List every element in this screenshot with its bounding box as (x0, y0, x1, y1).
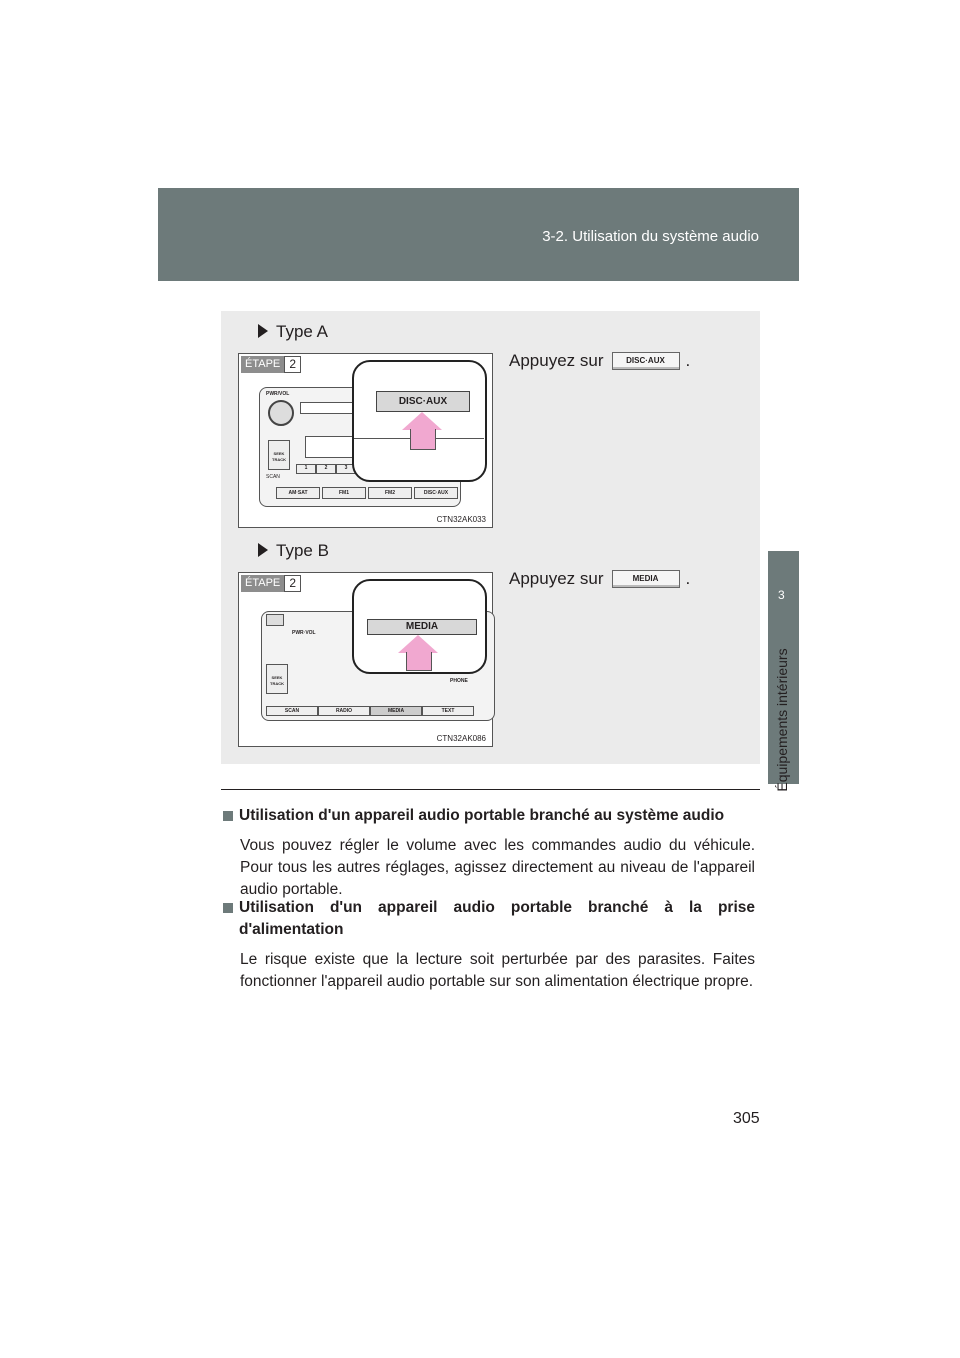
type-a-figure (238, 353, 493, 528)
triangle-bullet-icon (258, 324, 268, 338)
section-heading: Utilisation d'un appareil audio portable branché au système audio (223, 805, 755, 827)
callout-zoom-b (352, 579, 487, 674)
figure-code: CTN32AK033 (436, 515, 486, 524)
step-badge: ÉTAPE 2 (241, 356, 301, 373)
step-badge: ÉTAPE 2 (241, 575, 301, 592)
type-b-heading: Type B (258, 541, 329, 561)
instruction-panel (221, 311, 760, 764)
chapter-label: Équipements intérieurs (774, 648, 790, 792)
section-2 (223, 897, 755, 993)
triangle-bullet-icon (258, 543, 268, 557)
press-arrow-icon (402, 412, 442, 430)
type-a-heading: Type A (258, 322, 328, 342)
press-arrow-icon (398, 635, 438, 653)
section-body: Le risque existe que la lecture soit perturbée par des parasites. Faites fonctionner l'appareil audio portable sur son alimentation électrique propre. (240, 951, 755, 990)
disc-aux-button-icon: DISC·AUX (612, 352, 680, 370)
section-heading: Utilisation d'un appareil audio portable branché à la prise d'alimentation (223, 897, 755, 941)
section-title: 3-2. Utilisation du système audio (542, 228, 759, 245)
section-body: Vous pouvez régler le volume avec les commandes audio du véhicule. Pour tous les autres réglages, agissez directement au niveau de l'appareil audio portable. (240, 837, 755, 898)
volume-knob-icon (268, 400, 294, 426)
radio-unit-b: PWR·VOL SEEK TRACK PHONE SCAN RADIO MEDIA TEXT (261, 611, 495, 721)
page-number: 305 (733, 1110, 760, 1127)
type-a-instruction: Appuyez sur DISC·AUX . (509, 351, 691, 370)
callout-zoom-a (352, 360, 487, 482)
chapter-number: 3 (778, 588, 785, 602)
header-band (158, 188, 799, 281)
square-bullet-icon (223, 903, 233, 913)
media-button-zoom: MEDIA (367, 619, 477, 635)
figure-code: CTN32AK086 (436, 734, 486, 743)
section-1 (223, 805, 755, 901)
eject-icon (266, 614, 284, 626)
chapter-label-container (764, 648, 800, 792)
square-bullet-icon (223, 811, 233, 821)
radio-unit-a: PWR/VOL SEEK TRACK SCAN 1 2 3 AM·SAT FM1 FM2 DISC·AUX (259, 387, 461, 507)
type-b-instruction: Appuyez sur MEDIA . (509, 569, 691, 588)
type-b-figure (238, 572, 493, 747)
media-button-icon: MEDIA (612, 570, 680, 588)
section-divider (221, 789, 760, 790)
disc-aux-button-zoom: DISC·AUX (376, 391, 470, 412)
